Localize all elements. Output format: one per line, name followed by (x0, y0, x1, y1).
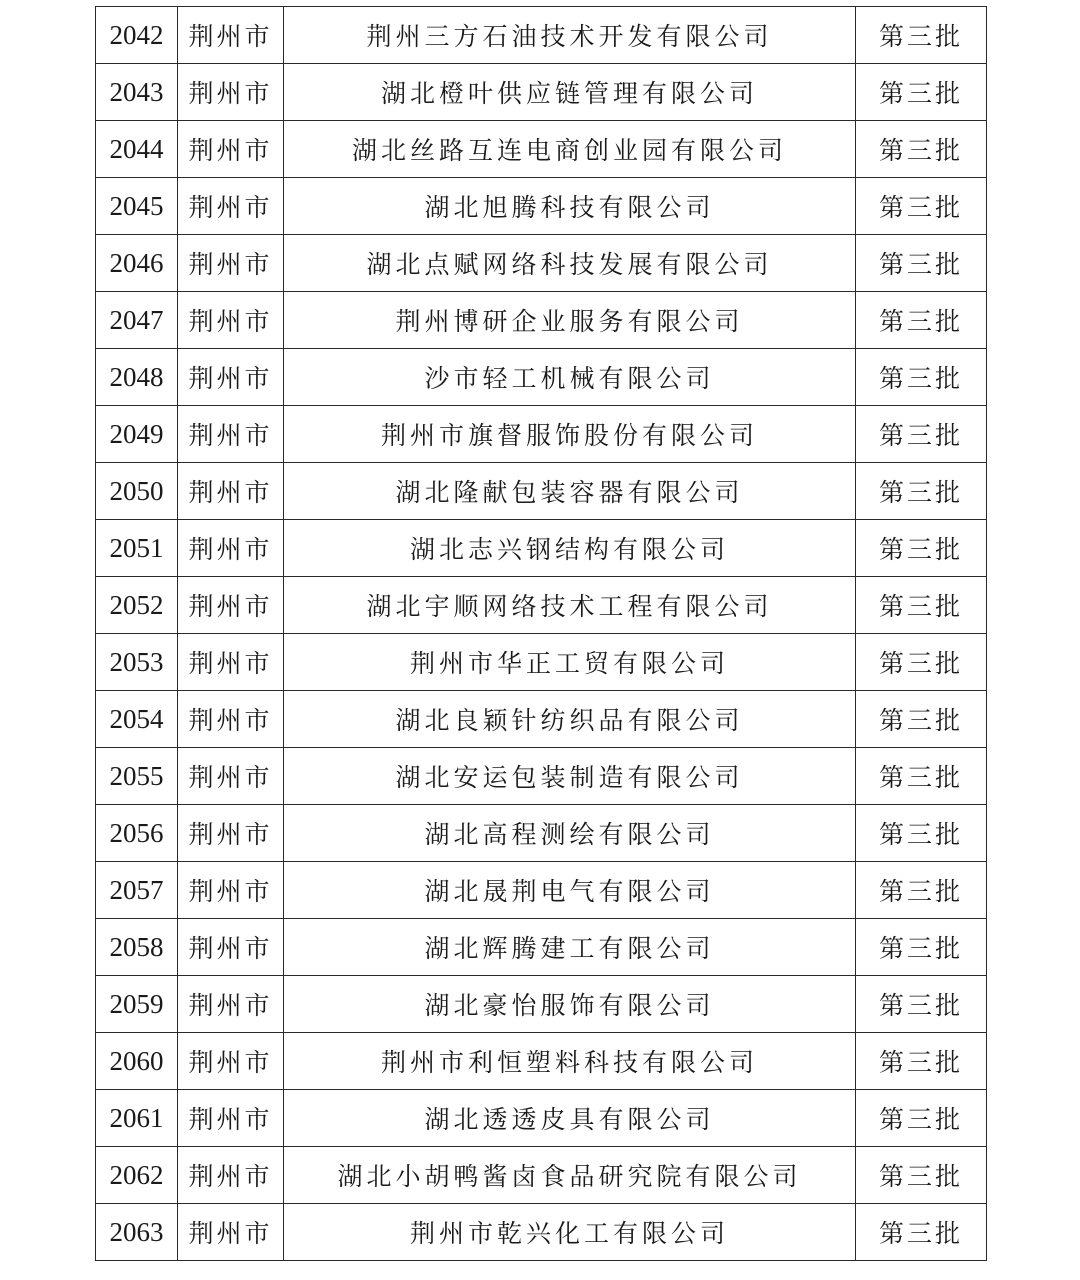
row-batch: 第三批 (856, 577, 987, 634)
table-row (96, 1204, 987, 1261)
row-number: 2050 (96, 463, 178, 520)
table-row (96, 976, 987, 1033)
row-city: 荆州市 (178, 520, 284, 577)
row-city: 荆州市 (178, 634, 284, 691)
table-row (96, 805, 987, 862)
table-row (96, 7, 987, 64)
row-company-name: 湖北小胡鸭酱卤食品研究院有限公司 (284, 1147, 856, 1204)
table-row (96, 64, 987, 121)
row-company-name: 荆州博研企业服务有限公司 (284, 292, 856, 349)
row-batch: 第三批 (856, 7, 987, 64)
row-batch: 第三批 (856, 691, 987, 748)
row-company-name: 荆州市利恒塑料科技有限公司 (284, 1033, 856, 1090)
row-number: 2052 (96, 577, 178, 634)
row-number: 2061 (96, 1090, 178, 1147)
row-city: 荆州市 (178, 463, 284, 520)
row-company-name: 湖北安运包装制造有限公司 (284, 748, 856, 805)
row-number: 2047 (96, 292, 178, 349)
table-body (96, 7, 987, 1261)
row-company-name: 湖北橙叶供应链管理有限公司 (284, 64, 856, 121)
row-company-name: 湖北晟荆电气有限公司 (284, 862, 856, 919)
row-number: 2057 (96, 862, 178, 919)
row-city: 荆州市 (178, 1204, 284, 1261)
table-row (96, 520, 987, 577)
row-batch: 第三批 (856, 1147, 987, 1204)
row-city: 荆州市 (178, 691, 284, 748)
table-row (96, 634, 987, 691)
row-company-name: 荆州市乾兴化工有限公司 (284, 1204, 856, 1261)
row-company-name: 湖北宇顺网络技术工程有限公司 (284, 577, 856, 634)
row-batch: 第三批 (856, 292, 987, 349)
row-batch: 第三批 (856, 919, 987, 976)
row-number: 2048 (96, 349, 178, 406)
row-company-name: 沙市轻工机械有限公司 (284, 349, 856, 406)
row-company-name: 湖北旭腾科技有限公司 (284, 178, 856, 235)
row-company-name: 湖北透透皮具有限公司 (284, 1090, 856, 1147)
row-batch: 第三批 (856, 634, 987, 691)
row-batch: 第三批 (856, 976, 987, 1033)
row-number: 2044 (96, 121, 178, 178)
row-batch: 第三批 (856, 1204, 987, 1261)
enterprise-list-table (95, 6, 987, 1261)
row-company-name: 湖北良颖针纺织品有限公司 (284, 691, 856, 748)
row-batch: 第三批 (856, 64, 987, 121)
row-city: 荆州市 (178, 577, 284, 634)
row-number: 2046 (96, 235, 178, 292)
row-number: 2062 (96, 1147, 178, 1204)
row-city: 荆州市 (178, 976, 284, 1033)
row-batch: 第三批 (856, 121, 987, 178)
row-number: 2049 (96, 406, 178, 463)
row-company-name: 荆州市旗督服饰股份有限公司 (284, 406, 856, 463)
row-city: 荆州市 (178, 292, 284, 349)
row-company-name: 湖北隆献包装容器有限公司 (284, 463, 856, 520)
row-city: 荆州市 (178, 805, 284, 862)
row-batch: 第三批 (856, 862, 987, 919)
row-batch: 第三批 (856, 463, 987, 520)
row-city: 荆州市 (178, 1147, 284, 1204)
row-number: 2051 (96, 520, 178, 577)
row-company-name: 湖北点赋网络科技发展有限公司 (284, 235, 856, 292)
row-batch: 第三批 (856, 178, 987, 235)
row-batch: 第三批 (856, 1090, 987, 1147)
row-city: 荆州市 (178, 406, 284, 463)
table-row (96, 349, 987, 406)
row-number: 2042 (96, 7, 178, 64)
row-city: 荆州市 (178, 235, 284, 292)
table-row (96, 748, 987, 805)
table-row (96, 292, 987, 349)
row-number: 2054 (96, 691, 178, 748)
row-company-name: 湖北丝路互连电商创业园有限公司 (284, 121, 856, 178)
row-company-name: 湖北高程测绘有限公司 (284, 805, 856, 862)
row-company-name: 湖北豪怡服饰有限公司 (284, 976, 856, 1033)
table-row (96, 577, 987, 634)
row-city: 荆州市 (178, 64, 284, 121)
row-company-name: 湖北辉腾建工有限公司 (284, 919, 856, 976)
row-number: 2055 (96, 748, 178, 805)
row-company-name: 荆州三方石油技术开发有限公司 (284, 7, 856, 64)
row-number: 2043 (96, 64, 178, 121)
row-city: 荆州市 (178, 748, 284, 805)
row-number: 2063 (96, 1204, 178, 1261)
row-city: 荆州市 (178, 121, 284, 178)
row-batch: 第三批 (856, 805, 987, 862)
row-company-name: 湖北志兴钢结构有限公司 (284, 520, 856, 577)
row-city: 荆州市 (178, 919, 284, 976)
table-row (96, 178, 987, 235)
row-number: 2056 (96, 805, 178, 862)
row-batch: 第三批 (856, 406, 987, 463)
table-row (96, 463, 987, 520)
row-number: 2053 (96, 634, 178, 691)
row-batch: 第三批 (856, 349, 987, 406)
table-row (96, 862, 987, 919)
table-row (96, 235, 987, 292)
row-batch: 第三批 (856, 520, 987, 577)
row-batch: 第三批 (856, 748, 987, 805)
row-batch: 第三批 (856, 1033, 987, 1090)
row-city: 荆州市 (178, 1033, 284, 1090)
row-company-name: 荆州市华正工贸有限公司 (284, 634, 856, 691)
row-number: 2060 (96, 1033, 178, 1090)
row-city: 荆州市 (178, 349, 284, 406)
row-city: 荆州市 (178, 862, 284, 919)
row-batch: 第三批 (856, 235, 987, 292)
table-row (96, 1033, 987, 1090)
table-row (96, 1147, 987, 1204)
row-number: 2045 (96, 178, 178, 235)
row-number: 2059 (96, 976, 178, 1033)
table-row (96, 121, 987, 178)
row-city: 荆州市 (178, 1090, 284, 1147)
table-row (96, 919, 987, 976)
row-city: 荆州市 (178, 178, 284, 235)
table-row (96, 1090, 987, 1147)
row-number: 2058 (96, 919, 178, 976)
table-row (96, 406, 987, 463)
table-row (96, 691, 987, 748)
row-city: 荆州市 (178, 7, 284, 64)
